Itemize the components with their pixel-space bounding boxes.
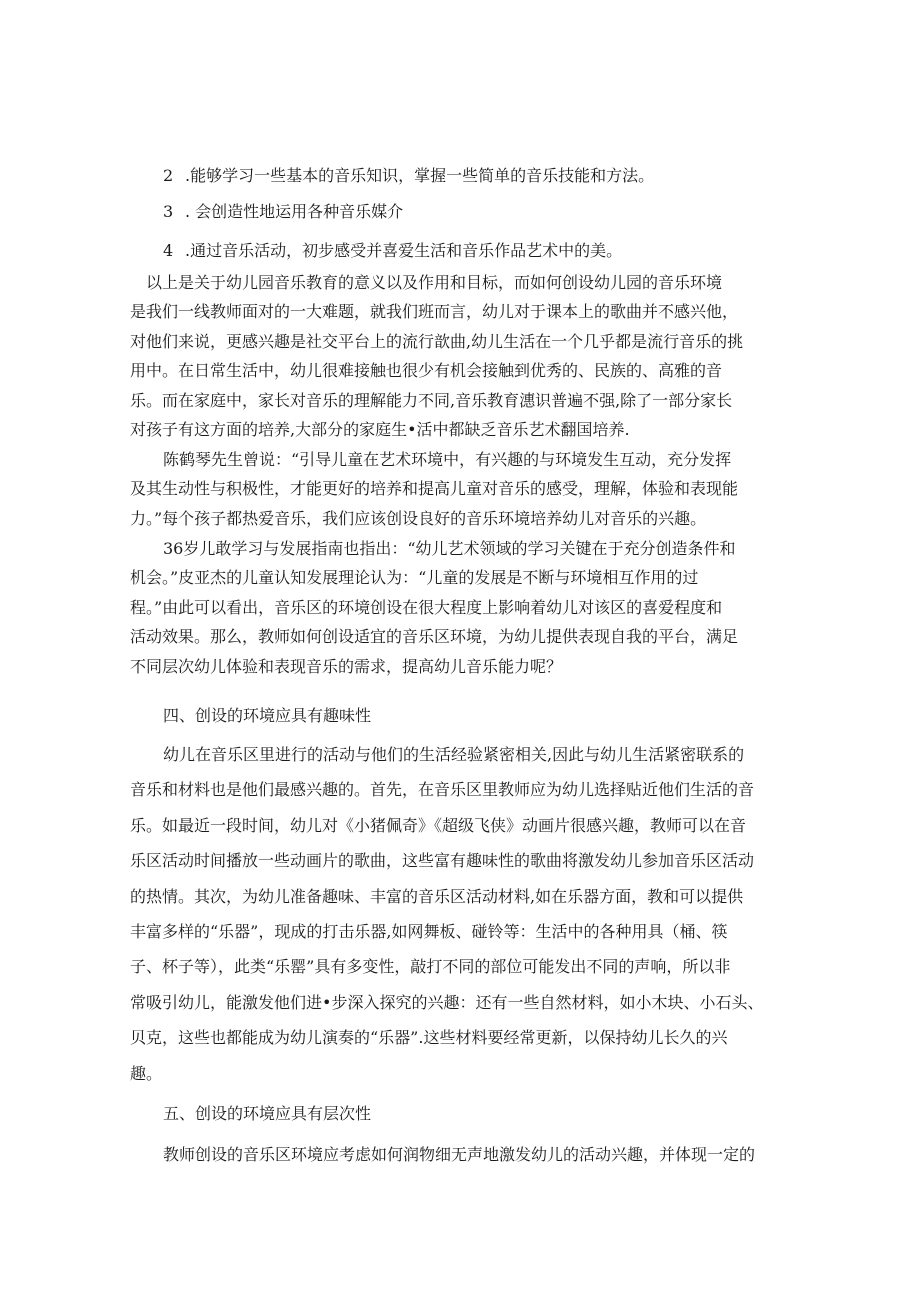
list-item xyxy=(163,166,654,186)
paragraph-intro xyxy=(130,268,788,444)
list-item xyxy=(163,241,622,261)
paragraph-line: 乐。而在家庭中，家长对音乐的理解能力不同,音乐教育潓识普遍不强,除了一部分家长 xyxy=(130,390,733,410)
list-number: 4 xyxy=(163,241,174,260)
paragraph-line: 常吸引幼儿，能激发他们进•步深入探究的兴趣：还有一些自然材料，如小木块、小石头、 xyxy=(130,992,764,1012)
paragraph-interest xyxy=(130,737,788,1091)
paragraph-line: 及其生动性与积极性，才能更好的培养和提高儿童对音乐的感受，理解，体验和表现能 xyxy=(130,479,739,499)
paragraph-line: 对他们来说，更感兴趣是社交平台上的流行歆曲,幼儿生活在一个几乎都是流行音乐的挑 xyxy=(130,331,744,351)
list-number: 3 xyxy=(163,202,174,221)
paragraph-line: 的热情。其次，为幼儿准备趣味、丰富的音乐区活动材料,如在乐器方面，教和可以提供 xyxy=(130,886,744,906)
paragraph-line: 趣。 xyxy=(130,1063,163,1083)
paragraph-line: 36岁儿敢学习与发展指南也指出：“幼儿艺术领域的学习关键在于充分创造条件和 xyxy=(163,539,736,558)
paragraph-line: 用中。在日常生活中，幼儿很难接触也很少有机会接触到优秀的、民族的、高雅的音 xyxy=(130,361,723,381)
paragraph-line: 音乐和材料也是他们最感兴趣的。首先，在音乐区里教师应为幼儿选择贴近他们生活的音 xyxy=(130,780,755,800)
list-text: .能够学习一些基本的音乐知识，掌握一些简单的音乐技能和方法。 xyxy=(185,166,655,185)
list-item xyxy=(163,202,403,222)
paragraph-chen-heqin xyxy=(130,445,788,533)
paragraph-line: 陈鹤琴先生曾说：“引导儿童在艺术环境中，有兴趣的与环境发生互动，充分发挥 xyxy=(163,450,732,469)
section-heading-4: 四、创设的环境应具有趣味性 xyxy=(163,706,372,725)
section-heading-5: 五、创设的环境应具有层次性 xyxy=(163,1104,372,1123)
list-number: 2 xyxy=(163,166,174,185)
paragraph-line: 是我们一线教师面对的一大难题，就我们班而言，幼儿对于课本上的歌曲并不感兴他， xyxy=(130,302,739,322)
paragraph-line: 对孩子有这方面的培养,大部分的家庭生•活中都缺乏音乐艺术翻国培养. xyxy=(130,419,630,439)
paragraph-line: 贝克，这些也都能成为幼儿演奏的“乐器”.这些材料要经常更新，以保持幼儿长久的兴 xyxy=(130,1028,728,1048)
paragraph-line: 不同层次幼儿体验和表现音乐的需求，提高幼儿音乐能力呢？ xyxy=(130,656,563,676)
paragraph-line: 幼儿在音乐区里进行的活动与他们的生活经验紧密相关,因此与幼儿生活紧密联系的 xyxy=(163,745,745,764)
paragraph-line: 机会。”皮亚杰的儿童认知发展理论认为：“儿童的发展是不断与环境相互作用的过 xyxy=(130,568,699,588)
paragraph-line: 丰富多样的“乐器”，现成的打击乐器,如网舞板、碰铃等：生活中的各种用具（桶、筷 xyxy=(130,921,728,941)
paragraph-line: 以上是关于幼儿园音乐教育的意义以及作用和目标，而如何创设幼儿园的音乐环境 xyxy=(130,273,723,292)
paragraph-line: 教师创设的音乐区环境应考虑如何润物细无声地激发幼儿的活动兴趣，并体现一定的 xyxy=(163,1145,756,1164)
paragraph-line: 力。”每个孩子都热爱音乐，我们应该创设良好的音乐环境培养幼儿对音乐的兴趣。 xyxy=(130,508,707,528)
paragraph-line: 乐。如最近一段时间，幼儿对《小猪佩奇》《超级飞侠》动画片很感兴趣，教师可以在音 xyxy=(130,815,747,835)
paragraph-line: 活动效果。那么，教师如何创设适宜的音乐区环境，为幼儿提供表现自我的平台，满足 xyxy=(130,627,739,647)
paragraph-line: 程。”由此可以看出，音乐区的环境创设在很大程度上影响着幼儿对该区的喜爱程度和 xyxy=(130,597,723,617)
paragraph-line: 乐区活动时间播放一些动画片的歌曲，这些富有趣味性的歌曲将激发幼儿参加音乐区活动 xyxy=(130,851,755,871)
list-text: .通过音乐活动，初步感受并喜爱生活和音乐作品艺术中的美。 xyxy=(185,241,623,260)
paragraph-levels xyxy=(130,1137,788,1172)
list-text: . 会创造性地运用各种音乐媒介 xyxy=(185,202,404,221)
paragraph-line: 子、杯子等），此类“乐罂”具有多变性，敲打不同的部位可能发出不同的声响，所以非 xyxy=(130,957,731,977)
paragraph-guidelines xyxy=(130,534,788,681)
